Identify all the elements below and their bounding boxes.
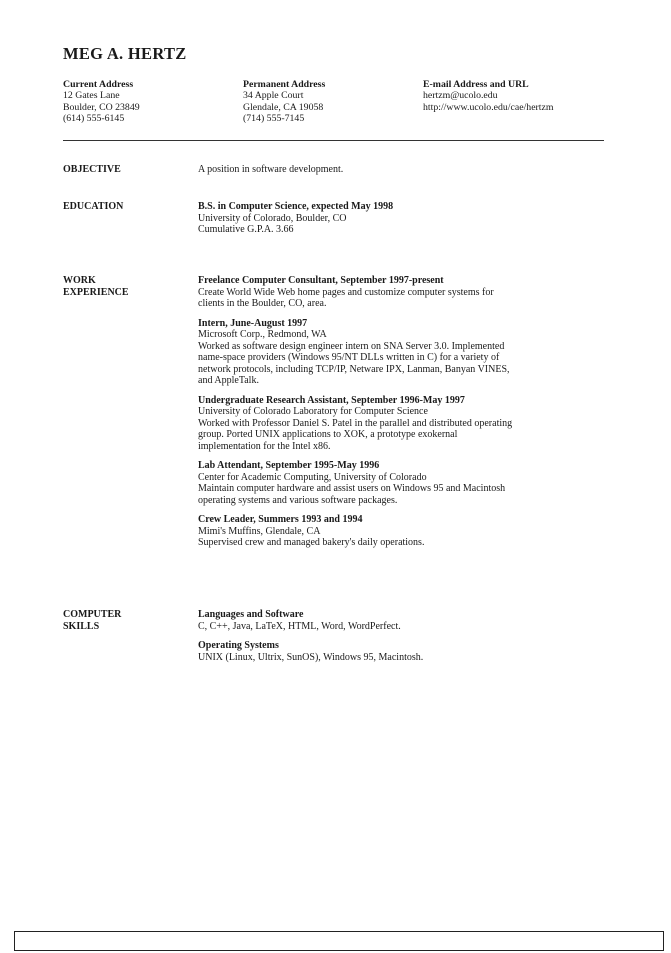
section-label-line: EXPERIENCE (63, 286, 129, 298)
job-entry (198, 395, 608, 453)
current-address-heading: Current Address (63, 79, 134, 90)
job-line: Worked as software design engineer intern on SNA Server 3.0. Implemented (198, 340, 505, 352)
job-title: Crew Leader, Summers 1993 and 1994 (198, 514, 363, 525)
current-address-block (63, 79, 140, 125)
skill-line: C, C++, Java, LaTeX, HTML, Word, WordPerfect. (198, 620, 401, 632)
job-line: Center for Academic Computing, University of Colorado (198, 471, 427, 483)
skill-title: Operating Systems (198, 640, 279, 651)
section-label-line: COMPUTER (63, 609, 122, 620)
permanent-address-line: Glendale, CA 19058 (243, 101, 324, 113)
job-line: University of Colorado Laboratory for Computer Science (198, 406, 428, 417)
current-address-line: Boulder, CO 23849 (63, 101, 140, 113)
resume-name: MEG A. HERTZ (63, 44, 187, 63)
footer-frame (14, 931, 664, 951)
skill-title: Languages and Software (198, 609, 304, 620)
education-section (198, 201, 608, 244)
job-title: Undergraduate Research Assistant, September 1996-May 1997 (198, 394, 465, 406)
education-school: University of Colorado, Boulder, CO (198, 212, 347, 224)
job-entry (198, 460, 608, 506)
permanent-address-heading: Permanent Address (243, 79, 326, 90)
personal-url: http://www.ucolo.edu/cae/hertzm (423, 101, 554, 113)
job-line: Worked with Professor Daniel S. Patel in the parallel and distributed operating (198, 417, 513, 429)
section-label-education: EDUCATION (63, 201, 124, 212)
section-label-line: WORK (63, 275, 96, 286)
section-label-work-experience (63, 275, 129, 298)
permanent-address-block (243, 79, 325, 125)
email-url-block (423, 79, 554, 113)
job-line: Create World Wide Web home pages and customize computer systems for (198, 286, 494, 298)
permanent-address-line: 34 Apple Court (243, 90, 304, 102)
skill-entry (198, 609, 608, 632)
job-line: operating systems and various software packages. (198, 494, 398, 506)
section-label-computer-skills (63, 609, 121, 632)
job-entry (198, 318, 608, 387)
job-line: and AppleTalk. (198, 375, 259, 386)
job-line: network protocols, including TCP/IP, Netware IPX, Lanman, Banyan VINES, (198, 363, 510, 375)
section-label-objective: OBJECTIVE (63, 164, 121, 175)
current-address-line: 12 Gates Lane (63, 90, 120, 102)
job-entry (198, 275, 608, 310)
job-line: Supervised crew and managed bakery's daily operations. (198, 537, 425, 548)
permanent-address-phone: (714) 555-7145 (243, 113, 305, 125)
job-line: Mimi's Muffins, Glendale, CA (198, 525, 321, 537)
job-title: Lab Attendant, September 1995-May 1996 (198, 460, 380, 471)
email-url-heading: E-mail Address and URL (423, 79, 529, 90)
skill-line: UNIX (Linux, Ultrix, SunOS), Windows 95, Macintosh. (198, 651, 424, 663)
job-entry (198, 514, 608, 549)
section-label-line: SKILLS (63, 620, 100, 632)
job-title: Intern, June-August 1997 (198, 317, 308, 329)
job-line: Microsoft Corp., Redmond, WA (198, 329, 327, 340)
work-experience-section (198, 275, 608, 557)
job-line: group. Ported UNIX applications to XOK, a prototype exokernal (198, 429, 458, 440)
education-gpa: Cumulative G.P.A. 3.66 (198, 224, 294, 235)
computer-skills-section (198, 609, 608, 671)
objective-text: A position in software development. (198, 164, 344, 175)
email-address: hertzm@ucolo.edu (423, 90, 498, 102)
job-line: implementation for the Intel x86. (198, 440, 331, 452)
job-title: Freelance Computer Consultant, September 1997-present (198, 275, 444, 286)
skill-entry (198, 640, 608, 663)
job-line: Maintain computer hardware and assist users on Windows 95 and Macintosh (198, 483, 506, 494)
education-degree: B.S. in Computer Science, expected May 1998 (198, 201, 394, 212)
job-line: clients in the Boulder, CO, area. (198, 298, 327, 309)
job-line: name-space providers (Windows 95/NT DLLs written in C) for a variety of (198, 352, 500, 363)
header-divider (63, 140, 604, 141)
current-address-phone: (614) 555-6145 (63, 113, 125, 125)
